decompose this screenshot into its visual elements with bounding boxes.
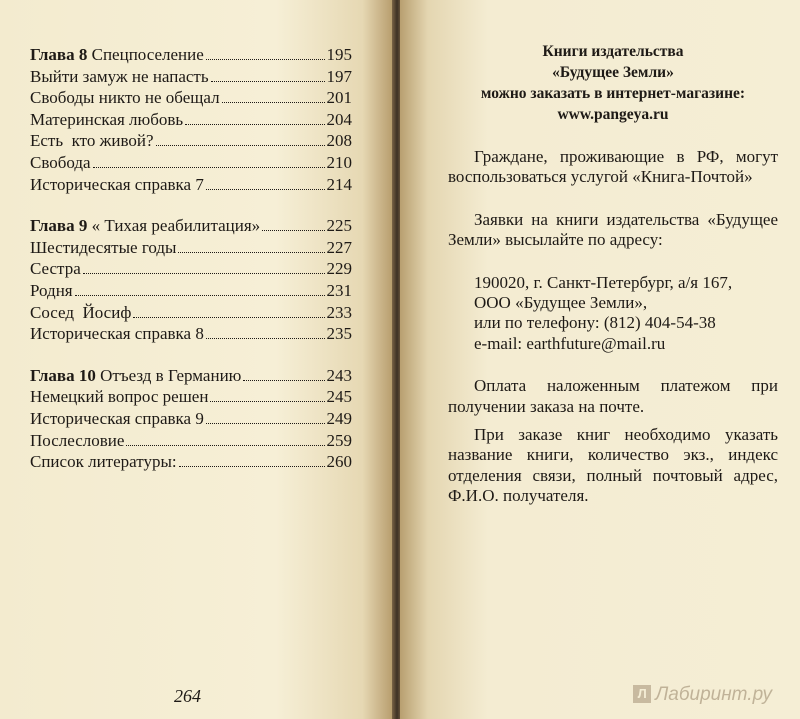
toc-entry <box>30 215 352 237</box>
toc-title-text: Историческая справка 9 <box>30 408 204 428</box>
address-line: 190020, г. Санкт-Петербург, а/я 167, <box>474 272 733 292</box>
toc-title-text: Родня <box>30 280 73 300</box>
toc-page-number: 204 <box>326 109 352 129</box>
toc-title-text: Немецкий вопрос решен <box>30 387 209 407</box>
paragraph: Оплата наложенным платежом при получении заказа на почте. <box>448 376 778 416</box>
toc-entry-title <box>30 130 154 152</box>
dot-leader <box>179 466 325 467</box>
toc-entry <box>30 174 352 196</box>
toc-page-number: 259 <box>326 430 352 450</box>
postal-address <box>448 273 778 355</box>
dot-leader <box>178 252 324 253</box>
publisher-heading <box>448 41 778 125</box>
chapter-label: Глава 9 <box>30 216 88 236</box>
heading-line: «Будущее Земли» <box>552 64 674 81</box>
website-url: www.pangeya.ru <box>557 106 669 123</box>
dot-leader <box>126 445 324 446</box>
toc-entry-title <box>30 258 81 280</box>
toc-page-number: 243 <box>326 365 352 385</box>
toc-entry-title <box>30 174 204 196</box>
email-line: e-mail: earthfuture@mail.ru <box>474 333 666 353</box>
toc-title-text: Историческая справка 8 <box>30 324 204 344</box>
toc-title-text: Есть кто живой? <box>30 131 154 151</box>
toc-entry <box>30 365 352 387</box>
toc-page-number: 229 <box>326 259 352 279</box>
toc-entry-title <box>30 408 204 430</box>
toc-title-text: Свободы никто не обещал <box>30 88 220 108</box>
toc-page-number: 214 <box>326 174 352 194</box>
dot-leader <box>206 423 325 424</box>
dot-leader <box>262 230 324 231</box>
dot-leader <box>211 81 325 82</box>
toc-entry <box>30 302 352 324</box>
left-page <box>0 0 394 719</box>
toc-entry <box>30 430 352 452</box>
toc-page-number: 201 <box>326 88 352 108</box>
toc-entry <box>30 323 352 345</box>
dot-leader <box>75 295 325 296</box>
labirint-logo-icon: Л <box>633 685 651 703</box>
toc-title-text: Выйти замуж не напасть <box>30 66 209 86</box>
toc-entry <box>30 109 352 131</box>
address-line: ООО «Будущее Земли», <box>474 293 648 313</box>
toc-chapter-group <box>30 44 352 195</box>
toc-entry <box>30 451 352 473</box>
toc-page-number: 249 <box>326 408 352 428</box>
toc-page-number: 231 <box>326 280 352 300</box>
toc-page-number: 208 <box>326 131 352 151</box>
table-of-contents <box>30 44 352 493</box>
dot-leader <box>185 124 324 125</box>
toc-entry-title <box>30 66 209 88</box>
dot-leader <box>243 380 324 381</box>
toc-entry-title <box>30 237 176 259</box>
watermark-text: Лабиринт.ру <box>655 684 772 705</box>
toc-title-text: Спецпоселение <box>87 45 204 64</box>
toc-page-number: 233 <box>326 302 352 322</box>
right-page <box>400 0 800 719</box>
dot-leader <box>206 189 325 190</box>
toc-title-text: Шестидесятые годы <box>30 237 177 257</box>
dot-leader <box>206 338 325 339</box>
toc-title-text: Послесловие <box>30 430 125 450</box>
toc-entry-title <box>30 44 204 66</box>
toc-entry-title <box>30 152 91 174</box>
toc-chapter-group <box>30 215 352 345</box>
toc-title-text: Сестра <box>30 259 81 279</box>
toc-entry <box>30 237 352 259</box>
dot-leader <box>206 59 325 60</box>
toc-entry <box>30 44 352 66</box>
toc-page-number: 227 <box>326 237 352 257</box>
toc-entry <box>30 66 352 88</box>
chapter-label: Глава 10 <box>30 365 96 385</box>
dot-leader <box>83 273 325 274</box>
toc-page-number: 235 <box>326 324 352 344</box>
toc-title-text: Свобода <box>30 152 91 172</box>
toc-entry <box>30 152 352 174</box>
toc-page-number: 195 <box>326 45 352 64</box>
dot-leader <box>156 145 325 146</box>
toc-page-number: 210 <box>326 152 352 172</box>
toc-title-text: Сосед Йосиф <box>30 302 132 322</box>
toc-entry <box>30 130 352 152</box>
toc-entry <box>30 258 352 280</box>
toc-title-text: Историческая справка 7 <box>30 174 204 194</box>
toc-entry-title <box>30 323 204 345</box>
page-number: 264 <box>174 686 201 706</box>
paragraph: При заказе книг необходимо указать название книги, количество экз., индекс отделения связи, полный почтовый адрес, Ф.И.О. получателя. <box>448 425 778 506</box>
order-info <box>448 41 778 507</box>
toc-chapter-group <box>30 365 352 473</box>
dot-leader <box>210 401 324 402</box>
toc-entry-title <box>30 280 73 302</box>
dot-leader <box>133 317 324 318</box>
toc-page-number: 245 <box>326 387 352 407</box>
toc-entry-title <box>30 386 208 408</box>
toc-entry-title <box>30 451 177 473</box>
toc-entry-title <box>30 215 260 237</box>
address-line: или по телефону: (812) 404-54-38 <box>474 313 716 333</box>
toc-entry-title <box>30 365 241 387</box>
toc-entry <box>30 386 352 408</box>
toc-title-text: Материнская любовь <box>30 109 184 129</box>
paragraph: Граждане, проживающие в РФ, могут воспользоваться услугой «Книга-Почтой» <box>448 147 778 187</box>
toc-page-number: 260 <box>326 452 352 472</box>
toc-page-number: 197 <box>326 66 352 86</box>
dot-leader <box>222 102 325 103</box>
dot-leader <box>93 167 325 168</box>
heading-line: можно заказать в интернет-магазине: <box>480 85 746 102</box>
toc-page-number: 225 <box>326 216 352 236</box>
toc-title-text: Отъезд в Германию <box>95 365 242 385</box>
toc-entry-title <box>30 87 220 109</box>
toc-entry <box>30 87 352 109</box>
toc-entry-title <box>30 430 124 452</box>
toc-entry-title <box>30 302 131 324</box>
toc-entry <box>30 408 352 430</box>
toc-entry-title <box>30 109 183 131</box>
toc-title-text: « Тихая реабилитация» <box>87 216 261 236</box>
heading-line: Книги издательства <box>542 43 684 60</box>
chapter-label: Глава 8 <box>30 45 88 64</box>
toc-title-text: Список литературы: <box>30 452 177 472</box>
watermark <box>633 684 772 706</box>
paragraph: Заявки на книги издательства «Будущее Земли» высылайте по адресу: <box>448 209 778 250</box>
toc-entry <box>30 280 352 302</box>
